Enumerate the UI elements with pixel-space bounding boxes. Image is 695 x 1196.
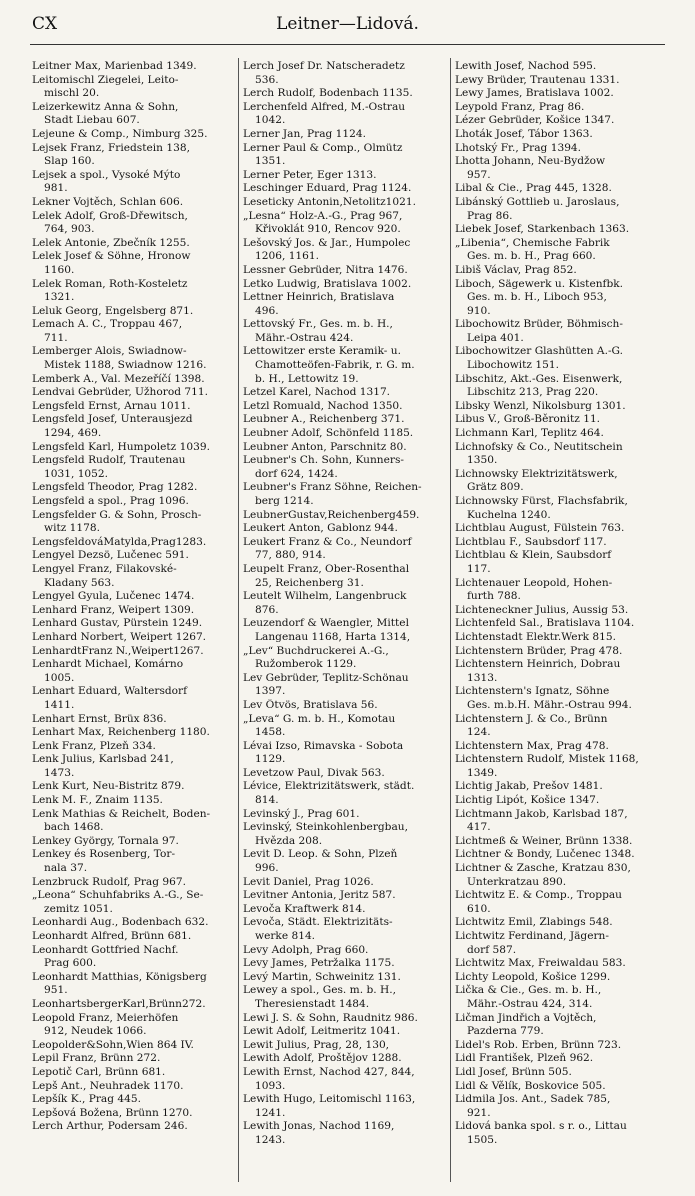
directory-entry-line: 1042. bbox=[255, 114, 286, 127]
directory-entry-line: „Leva“ G. m. b. H., Komotau bbox=[243, 712, 396, 725]
directory-entry-line: 1294, 469. bbox=[44, 427, 102, 440]
directory-entry-line: Libschitz, Akt.-Ges. Eisenwerk, bbox=[455, 372, 623, 385]
directory-entry-line: Libochowitz 151. bbox=[467, 359, 559, 372]
directory-entry-line: Libánský Gottlieb u. Jaroslaus, bbox=[455, 195, 620, 208]
directory-entry-line: Leutelt Wilhelm, Langenbruck bbox=[243, 590, 407, 603]
directory-entry-line: Libus V., Groß-Běronitz 11. bbox=[455, 413, 601, 426]
directory-entry-line: Ličman Jindřich a Vojtěch, bbox=[455, 1011, 597, 1024]
directory-entry-line: Lhotský Fr., Prag 1394. bbox=[455, 141, 582, 154]
directory-entry-line: Hvězda 208. bbox=[255, 834, 323, 847]
directory-entry-line: Lewey a spol., Ges. m. b. H., bbox=[243, 984, 396, 997]
directory-entry-line: 912, Neudek 1066. bbox=[44, 1025, 147, 1038]
directory-entry-line: Lešovský Jos. & Jar., Humpolec bbox=[243, 236, 411, 249]
directory-entry-line: Libsky Wenzl, Nikolsburg 1301. bbox=[455, 399, 626, 412]
directory-entry-line: Chamotteöfen-Fabrik, r. G. m. bbox=[255, 359, 415, 372]
directory-entry-line: Lička & Cie., Ges. m. b. H., bbox=[455, 984, 602, 997]
directory-entry-line: „Lev“ Buchdruckerei A.-G., bbox=[243, 644, 389, 657]
directory-entry-line: Lichtig Lipót, Košice 1347. bbox=[455, 794, 600, 807]
directory-entry-line: Pazderna 779. bbox=[467, 1025, 544, 1038]
directory-entry-line: furth 788. bbox=[467, 590, 521, 603]
directory-entry-line: Letzel Karel, Nachod 1317. bbox=[243, 386, 391, 399]
directory-entry-line: Lenk Julius, Karlsbad 241, bbox=[32, 753, 174, 766]
directory-entry-line: Leonhardt Matthias, Königsberg bbox=[32, 970, 207, 983]
directory-entry-line: 957. bbox=[467, 168, 491, 181]
directory-entry-line: Prag 600. bbox=[44, 957, 97, 970]
directory-entry-line: Lev Gebrüder, Teplitz-Schönau bbox=[243, 671, 409, 684]
directory-entry-line: 1411. bbox=[44, 698, 75, 711]
directory-entry-line: Lepš Ant., Neuhradek 1170. bbox=[32, 1079, 184, 1092]
directory-entry-line: 1473. bbox=[44, 766, 75, 779]
directory-entry-line: 610. bbox=[467, 902, 491, 915]
directory-entry-line: Lidl & Vělík, Boskovice 505. bbox=[455, 1079, 606, 1092]
directory-entry-line: 417. bbox=[467, 821, 491, 834]
directory-entry-line: Levoča, Städt. Elektrizitäts- bbox=[243, 916, 393, 929]
directory-entry-line: 1206, 1161. bbox=[255, 250, 320, 263]
directory-entry-line: Lengsfeld Rudolf, Trautenau bbox=[32, 454, 186, 467]
directory-entry-line: Leukert Franz & Co., Neundorf bbox=[243, 535, 412, 548]
directory-entry-line: Lichtner & Zasche, Kratzau 830, bbox=[455, 862, 631, 875]
directory-entry-line: „Leona“ Schuhfabriks A.-G., Se- bbox=[32, 889, 204, 902]
directory-entry-line: Lichtenauer Leopold, Hohen- bbox=[455, 576, 613, 589]
column-left bbox=[32, 60, 232, 1134]
directory-entry-line: Lenhard Gustav, Pürstein 1249. bbox=[32, 617, 203, 630]
directory-entry-line: Levetzow Paul, Divak 563. bbox=[243, 766, 385, 779]
directory-entry-line: Lichnowsky Elektrizitätswerk, bbox=[455, 467, 618, 480]
directory-entry-line: Lichtwitz E. & Comp., Troppau bbox=[455, 889, 622, 902]
page-number: CX bbox=[32, 14, 58, 34]
directory-entry-line: Leseticky Antonin,Netolitz1021. bbox=[243, 195, 416, 208]
directory-entry-line: Lev Ötvös, Bratislava 56. bbox=[243, 698, 378, 711]
directory-entry-line: Lichtmeß & Weiner, Brünn 1338. bbox=[455, 834, 633, 847]
directory-entry-line: Libiš Václav, Prag 852. bbox=[455, 263, 577, 276]
directory-entry-line: 124. bbox=[467, 726, 491, 739]
directory-entry-line: Lenhart Eduard, Waltersdorf bbox=[32, 685, 188, 698]
directory-entry-line: 814. bbox=[255, 794, 279, 807]
directory-entry-line: Leitomischl Ziegelei, Leito- bbox=[32, 73, 179, 86]
directory-entry-line: Lepil Franz, Brünn 272. bbox=[32, 1052, 161, 1065]
directory-entry-line: Levinský, Steinkohlenbergbau, bbox=[243, 821, 408, 834]
directory-entry-line: Lelek Josef & Söhne, Hronow bbox=[32, 250, 191, 263]
directory-entry-line: 25, Reichenberg 31. bbox=[255, 576, 364, 589]
directory-entry-line: Lewith Josef, Nachod 595. bbox=[455, 60, 597, 72]
column-divider-2 bbox=[450, 58, 451, 1182]
directory-entry-line: Lewi J. S. & Sohn, Raudnitz 986. bbox=[243, 1011, 418, 1024]
directory-entry-line: b. H., Lettowitz 19. bbox=[255, 372, 359, 385]
directory-entry-line: Lhoták Josef, Tábor 1363. bbox=[455, 127, 593, 140]
directory-entry-line: Lichtenstadt Elektr.Werk 815. bbox=[455, 630, 617, 643]
directory-entry-line: 876. bbox=[255, 603, 279, 616]
directory-entry-line: Lhotta Johann, Neu-Bydžow bbox=[455, 155, 606, 168]
directory-entry-line: Leopolder&Sohn,Wien 864 IV. bbox=[32, 1038, 194, 1051]
directory-entry-line: Lejsek a spol., Vysoké Mýto bbox=[32, 168, 181, 181]
directory-entry-line: Leipa 401. bbox=[467, 331, 524, 344]
directory-entry-line: bach 1468. bbox=[44, 821, 104, 834]
directory-entry-line: Lerch Arthur, Podersam 246. bbox=[32, 1120, 188, 1133]
directory-entry-line: Lengsfeld Ernst, Arnau 1011. bbox=[32, 399, 191, 412]
directory-entry-line: Lichteneckner Julius, Aussig 53. bbox=[455, 603, 629, 616]
directory-entry-line: 536. bbox=[255, 73, 279, 86]
directory-entry-line: 496. bbox=[255, 304, 279, 317]
directory-entry-line: 1093. bbox=[255, 1079, 286, 1092]
directory-entry-line: Theresienstadt 1484. bbox=[255, 997, 370, 1010]
directory-entry-line: Lichnowsky Fürst, Flachsfabrik, bbox=[455, 495, 628, 507]
directory-entry-line: 1160. bbox=[44, 263, 75, 276]
directory-entry-line: Lewy Brüder, Trautenau 1331. bbox=[455, 73, 620, 86]
directory-entry-line: Lichtmann Jakob, Karlsbad 187, bbox=[455, 807, 628, 820]
directory-entry-line: Lejeune & Comp., Nimburg 325. bbox=[32, 127, 208, 140]
page-header bbox=[30, 14, 665, 40]
directory-entry-line: Langenau 1168, Harta 1314, bbox=[255, 630, 411, 643]
directory-entry-line: Lichtig Jakab, Prešov 1481. bbox=[455, 780, 603, 793]
directory-entry-line: 711. bbox=[44, 331, 68, 344]
directory-entry-line: 117. bbox=[467, 562, 491, 575]
directory-entry-line: 1005. bbox=[44, 671, 75, 684]
directory-entry-line: 1458. bbox=[255, 726, 286, 739]
directory-entry-line: Lerner Paul & Comp., Olmütz bbox=[243, 141, 403, 154]
directory-entry-line: Křivoklát 910, Rencov 920. bbox=[255, 223, 401, 236]
directory-entry-line: Lettowitzer erste Keramik- u. bbox=[243, 345, 401, 358]
directory-entry-line: Lichtenstern Heinrich, Dobrau bbox=[455, 658, 621, 671]
directory-entry-line: Leizerkewitz Anna & Sohn, bbox=[32, 100, 179, 113]
directory-entry-line: Ružomberok 1129. bbox=[255, 658, 357, 671]
directory-entry-line: Levoča Kraftwerk 814. bbox=[243, 902, 366, 915]
directory-entry-line: Liboch, Sägewerk u. Kistenfbk. bbox=[455, 277, 624, 290]
directory-entry-line: Lévice, Elektrizitätswerk, städt. bbox=[243, 780, 415, 793]
directory-entry-line: Unterkratzau 890. bbox=[467, 875, 567, 888]
directory-entry-line: Lichtblau F., Saubsdorf 117. bbox=[455, 535, 607, 548]
directory-entry-line: Lengsfelder G. & Sohn, Prosch- bbox=[32, 508, 202, 521]
directory-entry-line: LengsfeldováMatylda,Prag1283. bbox=[32, 535, 207, 548]
directory-entry-line: Levitner Antonia, Jeritz 587. bbox=[243, 889, 396, 902]
directory-entry-line: Lewith Adolf, Proštějov 1288. bbox=[243, 1052, 402, 1065]
directory-entry-line: 1129. bbox=[255, 753, 286, 766]
directory-entry-line: Levy James, Petržalka 1175. bbox=[243, 957, 395, 970]
directory-entry-line: Lerch Josef Dr. Natscheradetz bbox=[243, 60, 405, 72]
directory-entry-line: Levý Martin, Schweinitz 131. bbox=[243, 970, 401, 983]
directory-entry-line: Leypold Franz, Prag 86. bbox=[455, 100, 585, 113]
directory-entry-line: „Lesna“ Holz-A.-G., Prag 967, bbox=[243, 209, 403, 222]
directory-entry-line: Lengsfeld Karl, Humpoletz 1039. bbox=[32, 440, 210, 453]
directory-entry-line: Lidel's Rob. Erben, Brünn 723. bbox=[455, 1038, 622, 1051]
directory-entry-line: dorf 624, 1424. bbox=[255, 467, 338, 480]
directory-entry-line: Lemberger Alois, Swiadnow- bbox=[32, 345, 187, 358]
directory-entry-line: Levy Adolph, Prag 660. bbox=[243, 943, 369, 956]
directory-entry-line: Lerch Rudolf, Bodenbach 1135. bbox=[243, 87, 413, 100]
directory-entry-line: „Libenia“, Chemische Fabrik bbox=[455, 236, 610, 249]
directory-entry-line: Lemach A. C., Troppau 467, bbox=[32, 318, 183, 331]
directory-entry-line: 1397. bbox=[255, 685, 286, 698]
directory-entry-line: Lenhart Ernst, Brüx 836. bbox=[32, 712, 167, 725]
directory-entry-line: 951. bbox=[44, 984, 68, 997]
directory-entry-line: berg 1214. bbox=[255, 495, 314, 507]
directory-entry-line: Lichtwitz Max, Freiwaldau 583. bbox=[455, 957, 626, 970]
directory-entry-line: Lemberk A., Val. Mezeříčí 1398. bbox=[32, 372, 205, 385]
directory-entry-line: Lézer Gebrüder, Košice 1347. bbox=[455, 114, 615, 127]
directory-entry-line: Lenhart Max, Reichenberg 1180. bbox=[32, 726, 210, 739]
directory-entry-line: Lichtenstern J. & Co., Brünn bbox=[455, 712, 608, 725]
directory-entry-line: Lekner Vojtěch, Schlan 606. bbox=[32, 195, 184, 208]
directory-entry-line: Lenkey és Rosenberg, Tor- bbox=[32, 848, 176, 861]
directory-entry-line: Lewith Ernst, Nachod 427, 844, bbox=[243, 1065, 415, 1078]
directory-entry-line: Ges. m. b. H., Prag 660. bbox=[467, 250, 596, 263]
directory-entry-line: Lessner Gebrüder, Nitra 1476. bbox=[243, 263, 408, 276]
directory-entry-line: Lerner Jan, Prag 1124. bbox=[243, 127, 366, 140]
directory-entry-line: Kladany 563. bbox=[44, 576, 115, 589]
directory-entry-line: Lengsfeld Theodor, Prag 1282. bbox=[32, 481, 198, 494]
directory-entry-line: Mähr.-Ostrau 424, 314. bbox=[467, 997, 593, 1010]
directory-entry-line: zemitz 1051. bbox=[44, 902, 113, 915]
directory-entry-line: 1350. bbox=[467, 454, 498, 467]
directory-entry-line: Leopold Franz, Meierhöfen bbox=[32, 1011, 179, 1024]
directory-entry-line: Leubner Anton, Parschnitz 80. bbox=[243, 440, 407, 453]
directory-entry-line: 1313. bbox=[467, 671, 498, 684]
directory-entry-line: Letzl Romuald, Nachod 1350. bbox=[243, 399, 403, 412]
directory-entry-line: Leubner A., Reichenberg 371. bbox=[243, 413, 405, 426]
directory-entry-line: Lenk M. F., Znaim 1135. bbox=[32, 794, 163, 807]
directory-entry-line: Lengyel Franz, Filakovské- bbox=[32, 562, 177, 575]
directory-entry-line: Levinský J., Prag 601. bbox=[243, 807, 360, 820]
directory-entry-line: Liebek Josef, Starkenbach 1363. bbox=[455, 223, 630, 236]
directory-entry-line: Lerchenfeld Alfred, M.-Ostrau bbox=[243, 100, 406, 113]
directory-entry-line: 1241. bbox=[255, 1106, 286, 1119]
directory-entry-line: Lepšová Božena, Brünn 1270. bbox=[32, 1106, 193, 1119]
directory-entry-line: Kuchelna 1240. bbox=[467, 508, 551, 521]
directory-entry-line: Lelek Antonie, Zbečník 1255. bbox=[32, 236, 190, 249]
directory-entry-line: Lévai Izso, Rimavska - Sobota bbox=[243, 739, 404, 752]
directory-entry-line: Lelek Adolf, Groß-Dřewitsch, bbox=[32, 209, 188, 222]
directory-entry-line: Leitner Max, Marienbad 1349. bbox=[32, 60, 197, 72]
directory-entry-line: LeonhartsbergerKarl,Brünn272. bbox=[32, 997, 206, 1010]
directory-entry-line: Lewith Jonas, Nachod 1169, bbox=[243, 1120, 395, 1133]
directory-entry-line: Lichmann Karl, Teplitz 464. bbox=[455, 427, 604, 440]
directory-entry-line: Lichtwitz Emil, Zlabings 548. bbox=[455, 916, 613, 929]
header-rule bbox=[30, 44, 665, 45]
directory-entry-line: 921. bbox=[467, 1106, 491, 1119]
directory-entry-line: Lenhard Franz, Weipert 1309. bbox=[32, 603, 195, 616]
page-title: Leitner—Lidová. bbox=[276, 14, 419, 34]
directory-entry-line: Lerner Peter, Eger 1313. bbox=[243, 168, 377, 181]
directory-entry-line: 910. bbox=[467, 304, 491, 317]
directory-entry-line: 1031, 1052. bbox=[44, 467, 109, 480]
directory-entry-line: Leukert Anton, Gablonz 944. bbox=[243, 522, 398, 535]
directory-entry-line: 1351. bbox=[255, 155, 286, 168]
directory-entry-line: Grätz 809. bbox=[467, 481, 524, 494]
directory-entry-line: Libochowitzer Glashütten A.-G. bbox=[455, 345, 623, 358]
directory-entry-line: Lenk Mathias & Reichelt, Boden- bbox=[32, 807, 211, 820]
directory-entry-line: Ges. m.b.H. Mähr.-Ostrau 994. bbox=[467, 698, 632, 711]
directory-entry-line: werke 814. bbox=[255, 930, 316, 942]
column-middle bbox=[243, 60, 445, 1148]
directory-entry-line: Lelek Roman, Roth-Kosteletz bbox=[32, 277, 188, 290]
directory-entry-line: Lichtblau August, Fülstein 763. bbox=[455, 522, 625, 535]
directory-entry-line: Leonhardi Aug., Bodenbach 632. bbox=[32, 916, 209, 929]
directory-entry-line: Lichtblau & Klein, Saubsdorf bbox=[455, 549, 612, 562]
directory-entry-line: 1505. bbox=[467, 1133, 498, 1146]
directory-entry-line: Lengsfeld a spol., Prag 1096. bbox=[32, 495, 189, 507]
directory-entry-line: Lidová banka spol. s r. o., Littau bbox=[455, 1120, 627, 1133]
directory-entry-line: 996. bbox=[255, 862, 279, 875]
directory-entry-line: Leonhardt Gottfried Nachf. bbox=[32, 943, 179, 956]
directory-entry-line: Leupelt Franz, Ober-Rosenthal bbox=[243, 562, 410, 575]
directory-entry-line: Levit D. Leop. & Sohn, Plzeň bbox=[243, 848, 398, 861]
directory-entry-line: Levit Daniel, Prag 1026. bbox=[243, 875, 374, 888]
directory-entry-line: Lichtenstern Rudolf, Mistek 1168, bbox=[455, 753, 639, 766]
directory-entry-line: Libal & Cie., Prag 445, 1328. bbox=[455, 182, 612, 195]
directory-entry-line: 1349. bbox=[467, 766, 498, 779]
directory-entry-line: Lenhard Norbert, Weipert 1267. bbox=[32, 630, 207, 643]
directory-entry-line: Ges. m. b. H., Liboch 953, bbox=[467, 291, 607, 304]
directory-entry-line: Leubner's Ch. Sohn, Kunners- bbox=[243, 454, 404, 467]
directory-entry-line: dorf 587. bbox=[467, 943, 517, 956]
directory-entry-line: nala 37. bbox=[44, 862, 88, 875]
directory-entry-line: Stadt Liebau 607. bbox=[44, 114, 140, 127]
directory-entry-line: Lichtenstern's Ignatz, Söhne bbox=[455, 685, 610, 698]
directory-entry-line: Lewit Julius, Prag, 28, 130, bbox=[243, 1038, 390, 1051]
directory-entry-line: Letko Ludwig, Bratislava 1002. bbox=[243, 277, 412, 290]
directory-entry-line: Leubner's Franz Söhne, Reichen- bbox=[243, 481, 422, 494]
directory-entry-line: Lichtwitz Ferdinand, Jägern- bbox=[455, 930, 609, 942]
directory-entry-line: Lidl František, Plzeň 962. bbox=[455, 1052, 594, 1065]
directory-entry-line: mischl 20. bbox=[44, 87, 100, 100]
directory-entry-line: Lenk Kurt, Neu-Bistritz 879. bbox=[32, 780, 185, 793]
directory-entry-line: LenhardtFranz N.,Weipert1267. bbox=[32, 644, 204, 657]
directory-entry-line: Lichty Leopold, Košice 1299. bbox=[455, 970, 611, 983]
directory-entry-line: Mistek 1188, Swiadnow 1216. bbox=[44, 359, 207, 372]
directory-entry-line: Libochowitz Brüder, Böhmisch- bbox=[455, 318, 623, 331]
directory-entry-line: Lewith Hugo, Leitomischl 1163, bbox=[243, 1093, 416, 1106]
directory-entry-line: Leubner Adolf, Schönfeld 1185. bbox=[243, 427, 414, 440]
directory-entry-line: Libschitz 213, Prag 220. bbox=[467, 386, 599, 399]
directory-entry-line: Slap 160. bbox=[44, 155, 95, 168]
directory-entry-line: Lenhardt Michael, Komárno bbox=[32, 658, 184, 671]
directory-entry-line: Lengyel Dezsö, Lučenec 591. bbox=[32, 549, 189, 562]
directory-entry-line: Leuzendorf & Waengler, Mittel bbox=[243, 617, 409, 630]
directory-entry-line: 764, 903. bbox=[44, 223, 95, 236]
directory-entry-line: Lettner Heinrich, Bratislava bbox=[243, 291, 395, 304]
directory-entry-line: Lettovský Fr., Ges. m. b. H., bbox=[243, 318, 393, 331]
directory-entry-line: Lichtenfeld Sal., Bratislava 1104. bbox=[455, 617, 635, 630]
directory-entry-line: LeubnerGustav,Reichenberg459. bbox=[243, 508, 420, 521]
directory-entry-line: Lengyel Gyula, Lučenec 1474. bbox=[32, 590, 195, 603]
directory-entry-line: Lewit Adolf, Leitmeritz 1041. bbox=[243, 1025, 401, 1038]
directory-entry-line: 77, 880, 914. bbox=[255, 549, 326, 562]
directory-entry-line: Lichtner & Bondy, Lučenec 1348. bbox=[455, 848, 635, 861]
directory-entry-line: Lichtenstern Brüder, Prag 478. bbox=[455, 644, 623, 657]
directory-entry-line: Lengsfeld Josef, Unterausjezd bbox=[32, 413, 193, 426]
directory-entry-line: witz 1178. bbox=[44, 522, 100, 535]
directory-entry-line: Lenk Franz, Plzeň 334. bbox=[32, 739, 156, 752]
directory-entry-line: Lenkey György, Tornala 97. bbox=[32, 834, 179, 847]
directory-entry-line: Leluk Georg, Engelsberg 871. bbox=[32, 304, 194, 317]
directory-entry-line: Lichtenstern Max, Prag 478. bbox=[455, 739, 609, 752]
directory-entry-line: Lejsek Franz, Friedstein 138, bbox=[32, 141, 190, 154]
directory-entry-line: Lendvai Gebrüder, Užhorod 711. bbox=[32, 386, 208, 399]
directory-entry-line: Lidl Josef, Brünn 505. bbox=[455, 1065, 572, 1078]
directory-entry-line: Lenzbruck Rudolf, Prag 967. bbox=[32, 875, 186, 888]
directory-entry-line: Lichnofsky & Co., Neutitschein bbox=[455, 440, 623, 453]
directory-entry-line: Lepšík K., Prag 445. bbox=[32, 1093, 141, 1106]
directory-entry-line: Leschinger Eduard, Prag 1124. bbox=[243, 182, 412, 195]
column-right bbox=[455, 60, 665, 1148]
directory-entry-line: Lewy James, Bratislava 1002. bbox=[455, 87, 614, 100]
directory-entry-line: Leonhardt Alfred, Brünn 681. bbox=[32, 930, 192, 942]
directory-entry-line: Prag 86. bbox=[467, 209, 513, 222]
column-divider-1 bbox=[238, 58, 239, 1182]
directory-entry-line: 1243. bbox=[255, 1133, 286, 1146]
directory-entry-line: Lepotič Carl, Brünn 681. bbox=[32, 1065, 166, 1078]
directory-entry-line: Lidmila Jos. Ant., Sadek 785, bbox=[455, 1093, 611, 1106]
directory-entry-line: 1321. bbox=[44, 291, 75, 304]
directory-entry-line: 981. bbox=[44, 182, 68, 195]
directory-entry-line: Mähr.-Ostrau 424. bbox=[255, 331, 354, 344]
